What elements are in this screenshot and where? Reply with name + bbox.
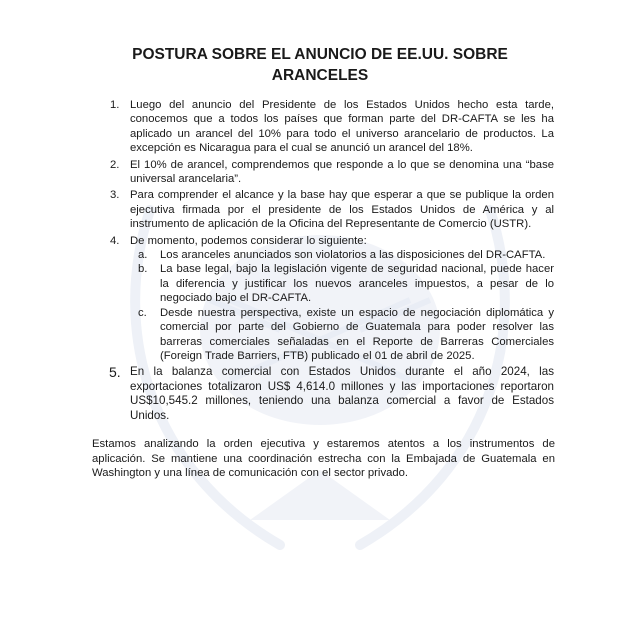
- item-text: De momento, podemos considerar lo siguiente:: [130, 234, 367, 247]
- sub-list-item: [130, 262, 554, 305]
- list-item: [92, 365, 554, 423]
- numbered-list: [92, 98, 554, 425]
- document-title: POSTURA SOBRE EL ANUNCIO DE EE.UU. SOBRE ARANCELES: [132, 46, 508, 84]
- list-item: [92, 158, 554, 187]
- sub-item-text: Desde nuestra perspectiva, existe un espacio de negociación diplomática y comercial por parte del Gobierno de Guatemala para poder resolver las barreras comerciales señaladas en el Reporte de Barreras Comerciales (Foreign Trade Barriers, FTB) publicado el 01 de abril de 2025.: [160, 306, 554, 362]
- item-number: 2.: [110, 158, 120, 171]
- list-item: [92, 188, 554, 231]
- item-text: Para comprender el alcance y la base hay que esperar a que se publique la orden ejecutiva firmada por el presidente de los Estados Unidos de América y al instrumento de aplicación de la Oficina del Representante de Comercio (USTR).: [130, 189, 554, 231]
- item-number: 4.: [110, 234, 120, 247]
- list-item: [92, 234, 554, 364]
- item-number: 3.: [110, 189, 120, 202]
- sub-item-letter: b.: [138, 263, 148, 276]
- item-text: El 10% de arancel, comprendemos que responde a lo que se denomina una “base universal arancelaria”.: [130, 158, 554, 186]
- item-number: 5.: [109, 364, 121, 381]
- sub-item-text: Los aranceles anunciados son violatorios a las disposiciones del DR-CAFTA.: [160, 249, 546, 262]
- sub-item-letter: c.: [138, 306, 147, 319]
- list-item: [92, 98, 554, 156]
- sub-list-item: [130, 306, 554, 364]
- sub-item-letter: a.: [138, 249, 148, 262]
- sub-item-text: La base legal, bajo la legislación vigente de seguridad nacional, puede hacer la diferencia y justificar los nuevos aranceles impuestos, a pesar de lo negociado bajo el DR-CAFTA.: [160, 263, 554, 305]
- sub-list: [130, 248, 554, 363]
- item-text: Luego del anuncio del Presidente de los Estados Unidos hecho esta tarde, conocemos que a todos los países que forman parte del DR-CAFTA se les ha aplicado un arancel del 10% para todo el universo arancelario de productos. La excepción es Nicaragua para el cual se anunció un arancel del 18%.: [130, 99, 554, 155]
- item-text: En la balanza comercial con Estados Unidos durante el año 2024, las exportaciones totalizaron US$ 4,614.0 millones y las importaciones reportaron US$10,545.2 millones, teniendo una balanza comercial a favor de Estados Unidos.: [130, 365, 554, 422]
- item-number: 1.: [110, 99, 120, 111]
- sub-list-item: [130, 248, 554, 262]
- closing-paragraph: Estamos analizando la orden ejecutiva y estaremos atentos a los instrumentos de aplicación. Se mantiene una coordinación estrecha con la Embajada de Guatemala en Washington y una línea de comunicación con el sector privado.: [92, 438, 555, 480]
